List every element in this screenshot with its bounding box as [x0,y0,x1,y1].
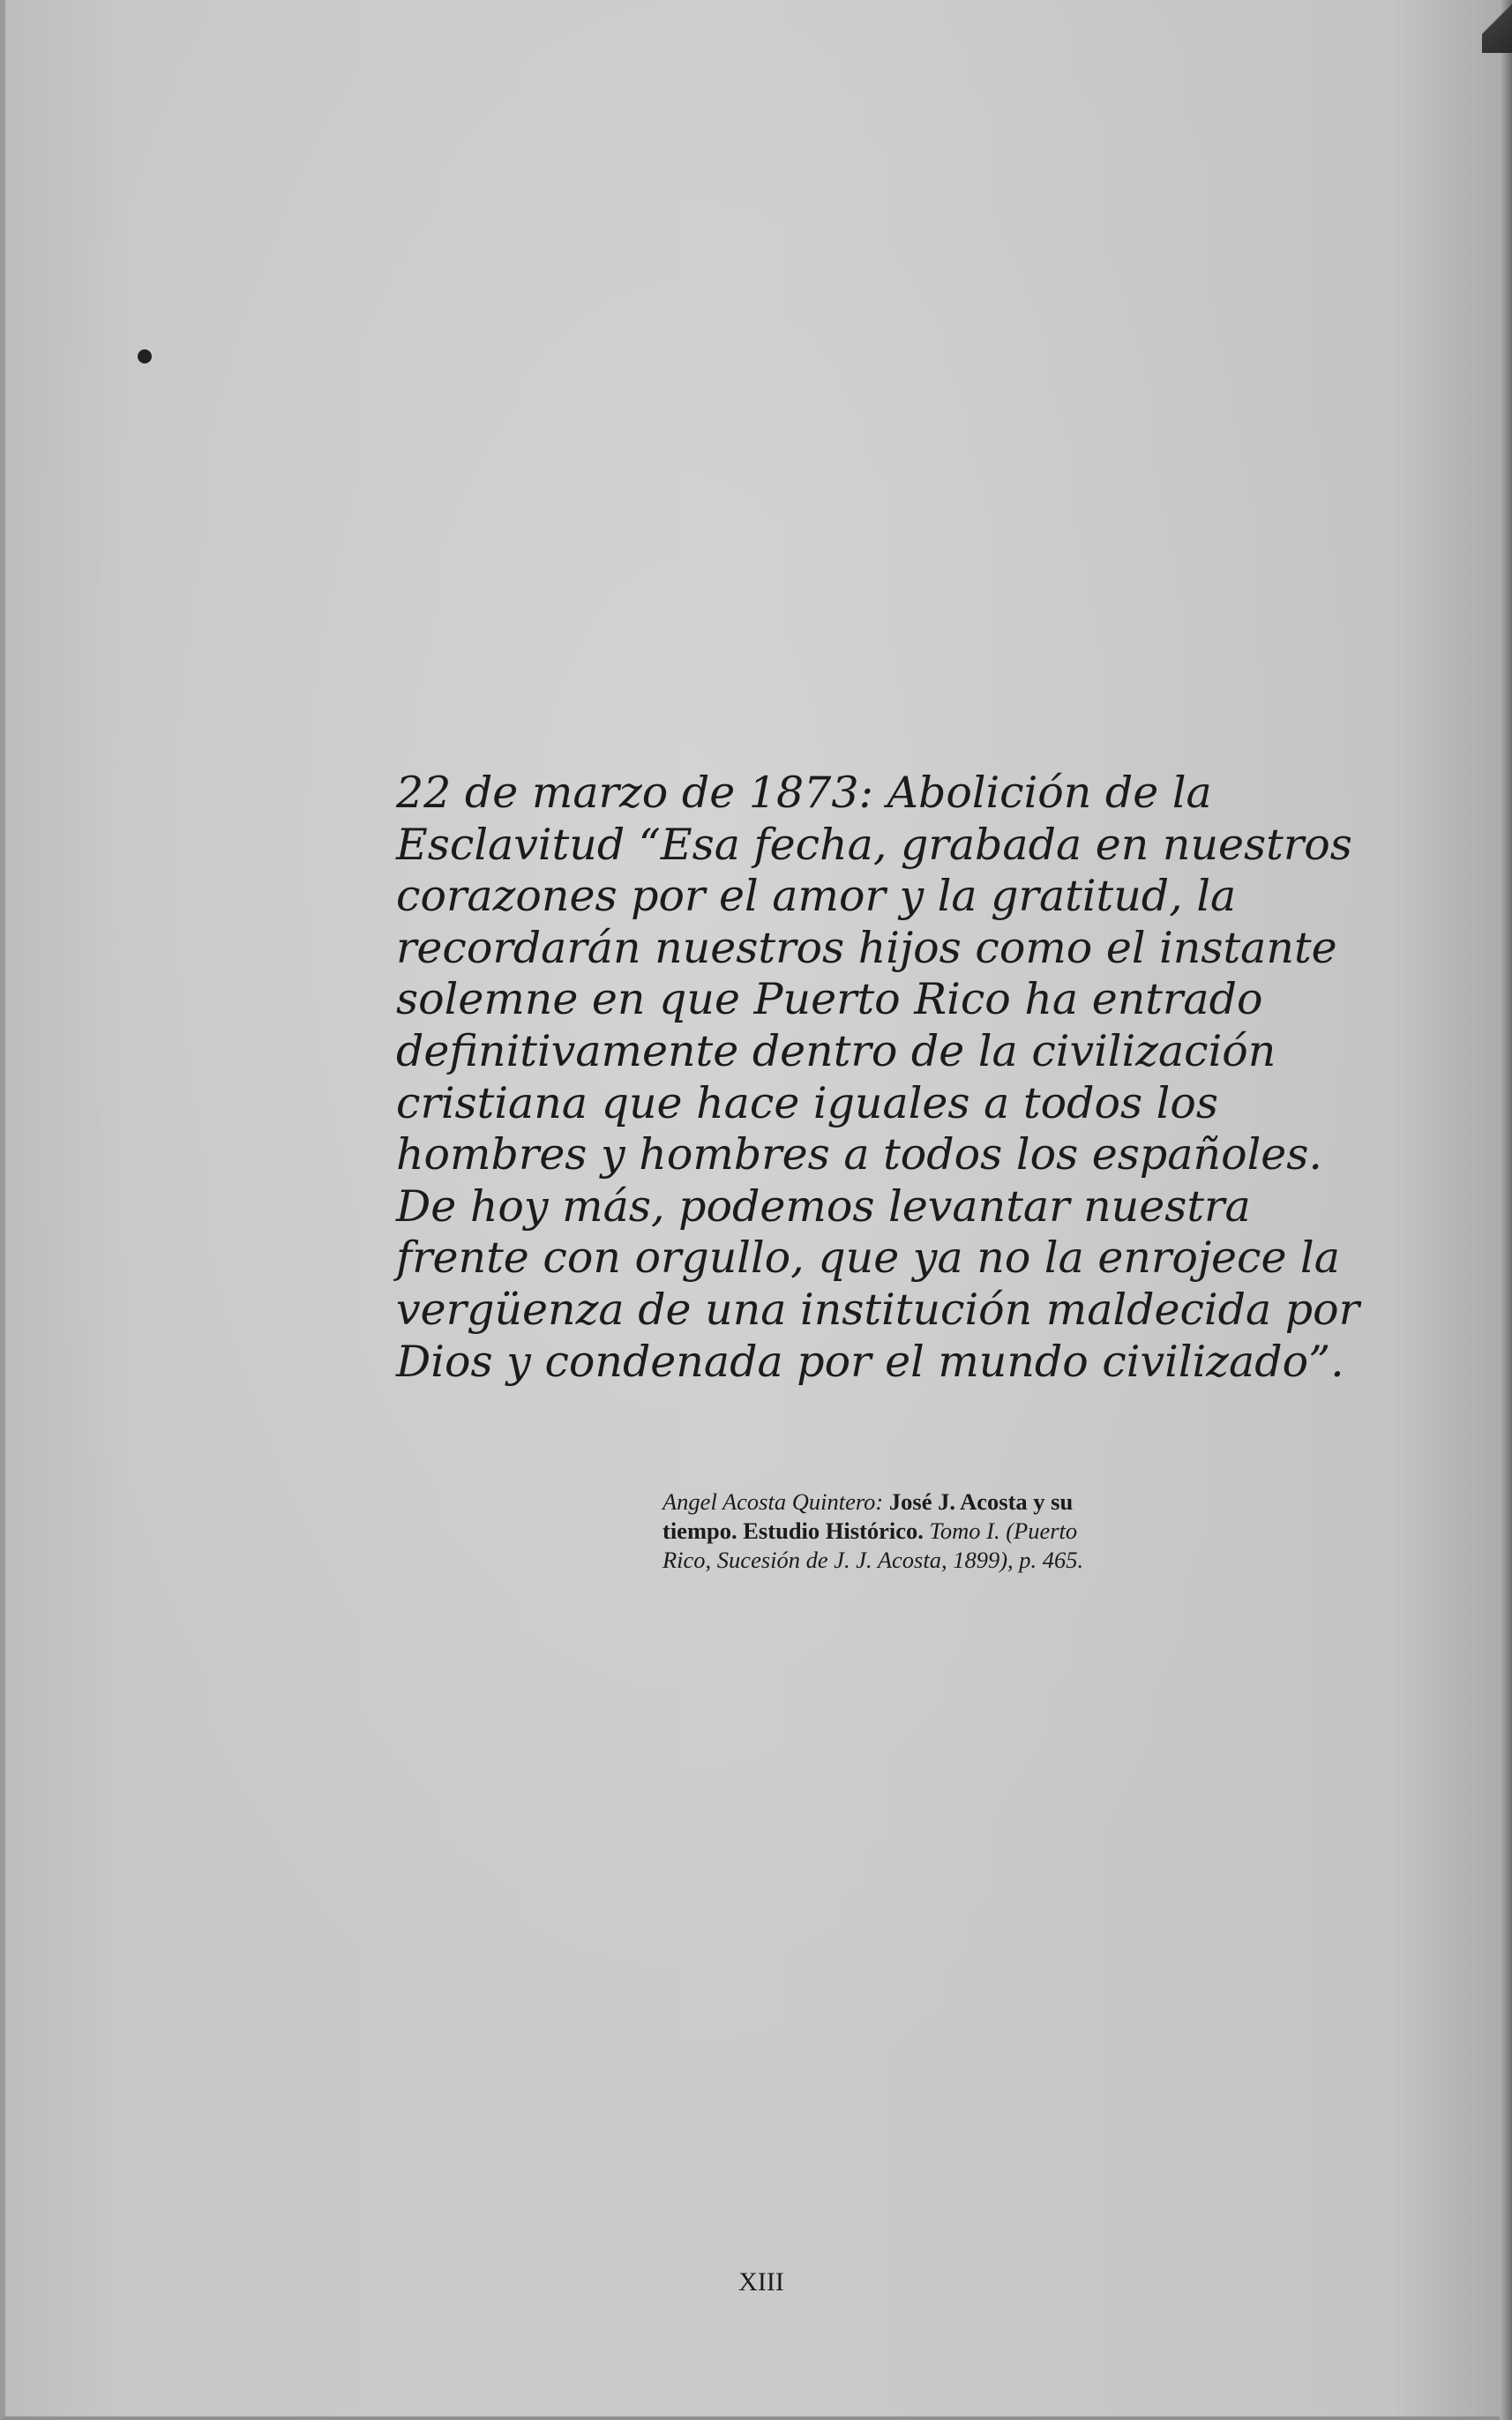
citation-detail-part1: Tomo I. (Puerto [929,1517,1078,1544]
quote-line: recordarán nuestros hijos como el instante [396,922,1337,973]
citation-title-part1: José J. Acosta y su [888,1488,1074,1515]
citation-line-2 [662,1517,1209,1546]
quote-line: frente con orgullo, que ya no la enrojece la [396,1232,1340,1284]
ink-speck [138,349,152,363]
quote-line: solemne en que Puerto Rico ha entrado [396,974,1263,1025]
quote-line: cristiana que hace iguales a todos los [396,1077,1218,1128]
citation-detail-part2: Rico, Sucesión de J. J. Acosta, 1899), p. 465. [662,1547,1084,1573]
quote-line: definitivamente dentro de la civilización [396,1025,1276,1076]
source-citation [662,1487,1209,1575]
quote-line: De hoy más, podemos levantar nuestra [396,1180,1251,1232]
quote-line: 22 de marzo de 1873: Abolición de la [396,768,1212,818]
epigraph-quote [396,768,1360,1388]
quote-line: corazones por el amor y la gratitud, la [396,871,1237,922]
page-number: XIII [738,2267,784,2296]
quote-line: hombres y hombres a todos los españoles. [396,1129,1322,1180]
page-edge-shadow [1500,0,1512,2420]
quote-line: Esclavitud “Esa fecha, grabada en nuestros [396,819,1352,870]
citation-author: Angel Acosta Quintero: [662,1488,884,1515]
quote-line: Dios y condenada por el mundo civilizado”. [396,1336,1344,1387]
quote-line: vergüenza de una institución maldecida por [396,1284,1360,1335]
folded-corner [1482,0,1512,53]
citation-title-part2: tiempo. Estudio Histórico. [662,1517,924,1544]
citation-line-1 [662,1487,1209,1517]
